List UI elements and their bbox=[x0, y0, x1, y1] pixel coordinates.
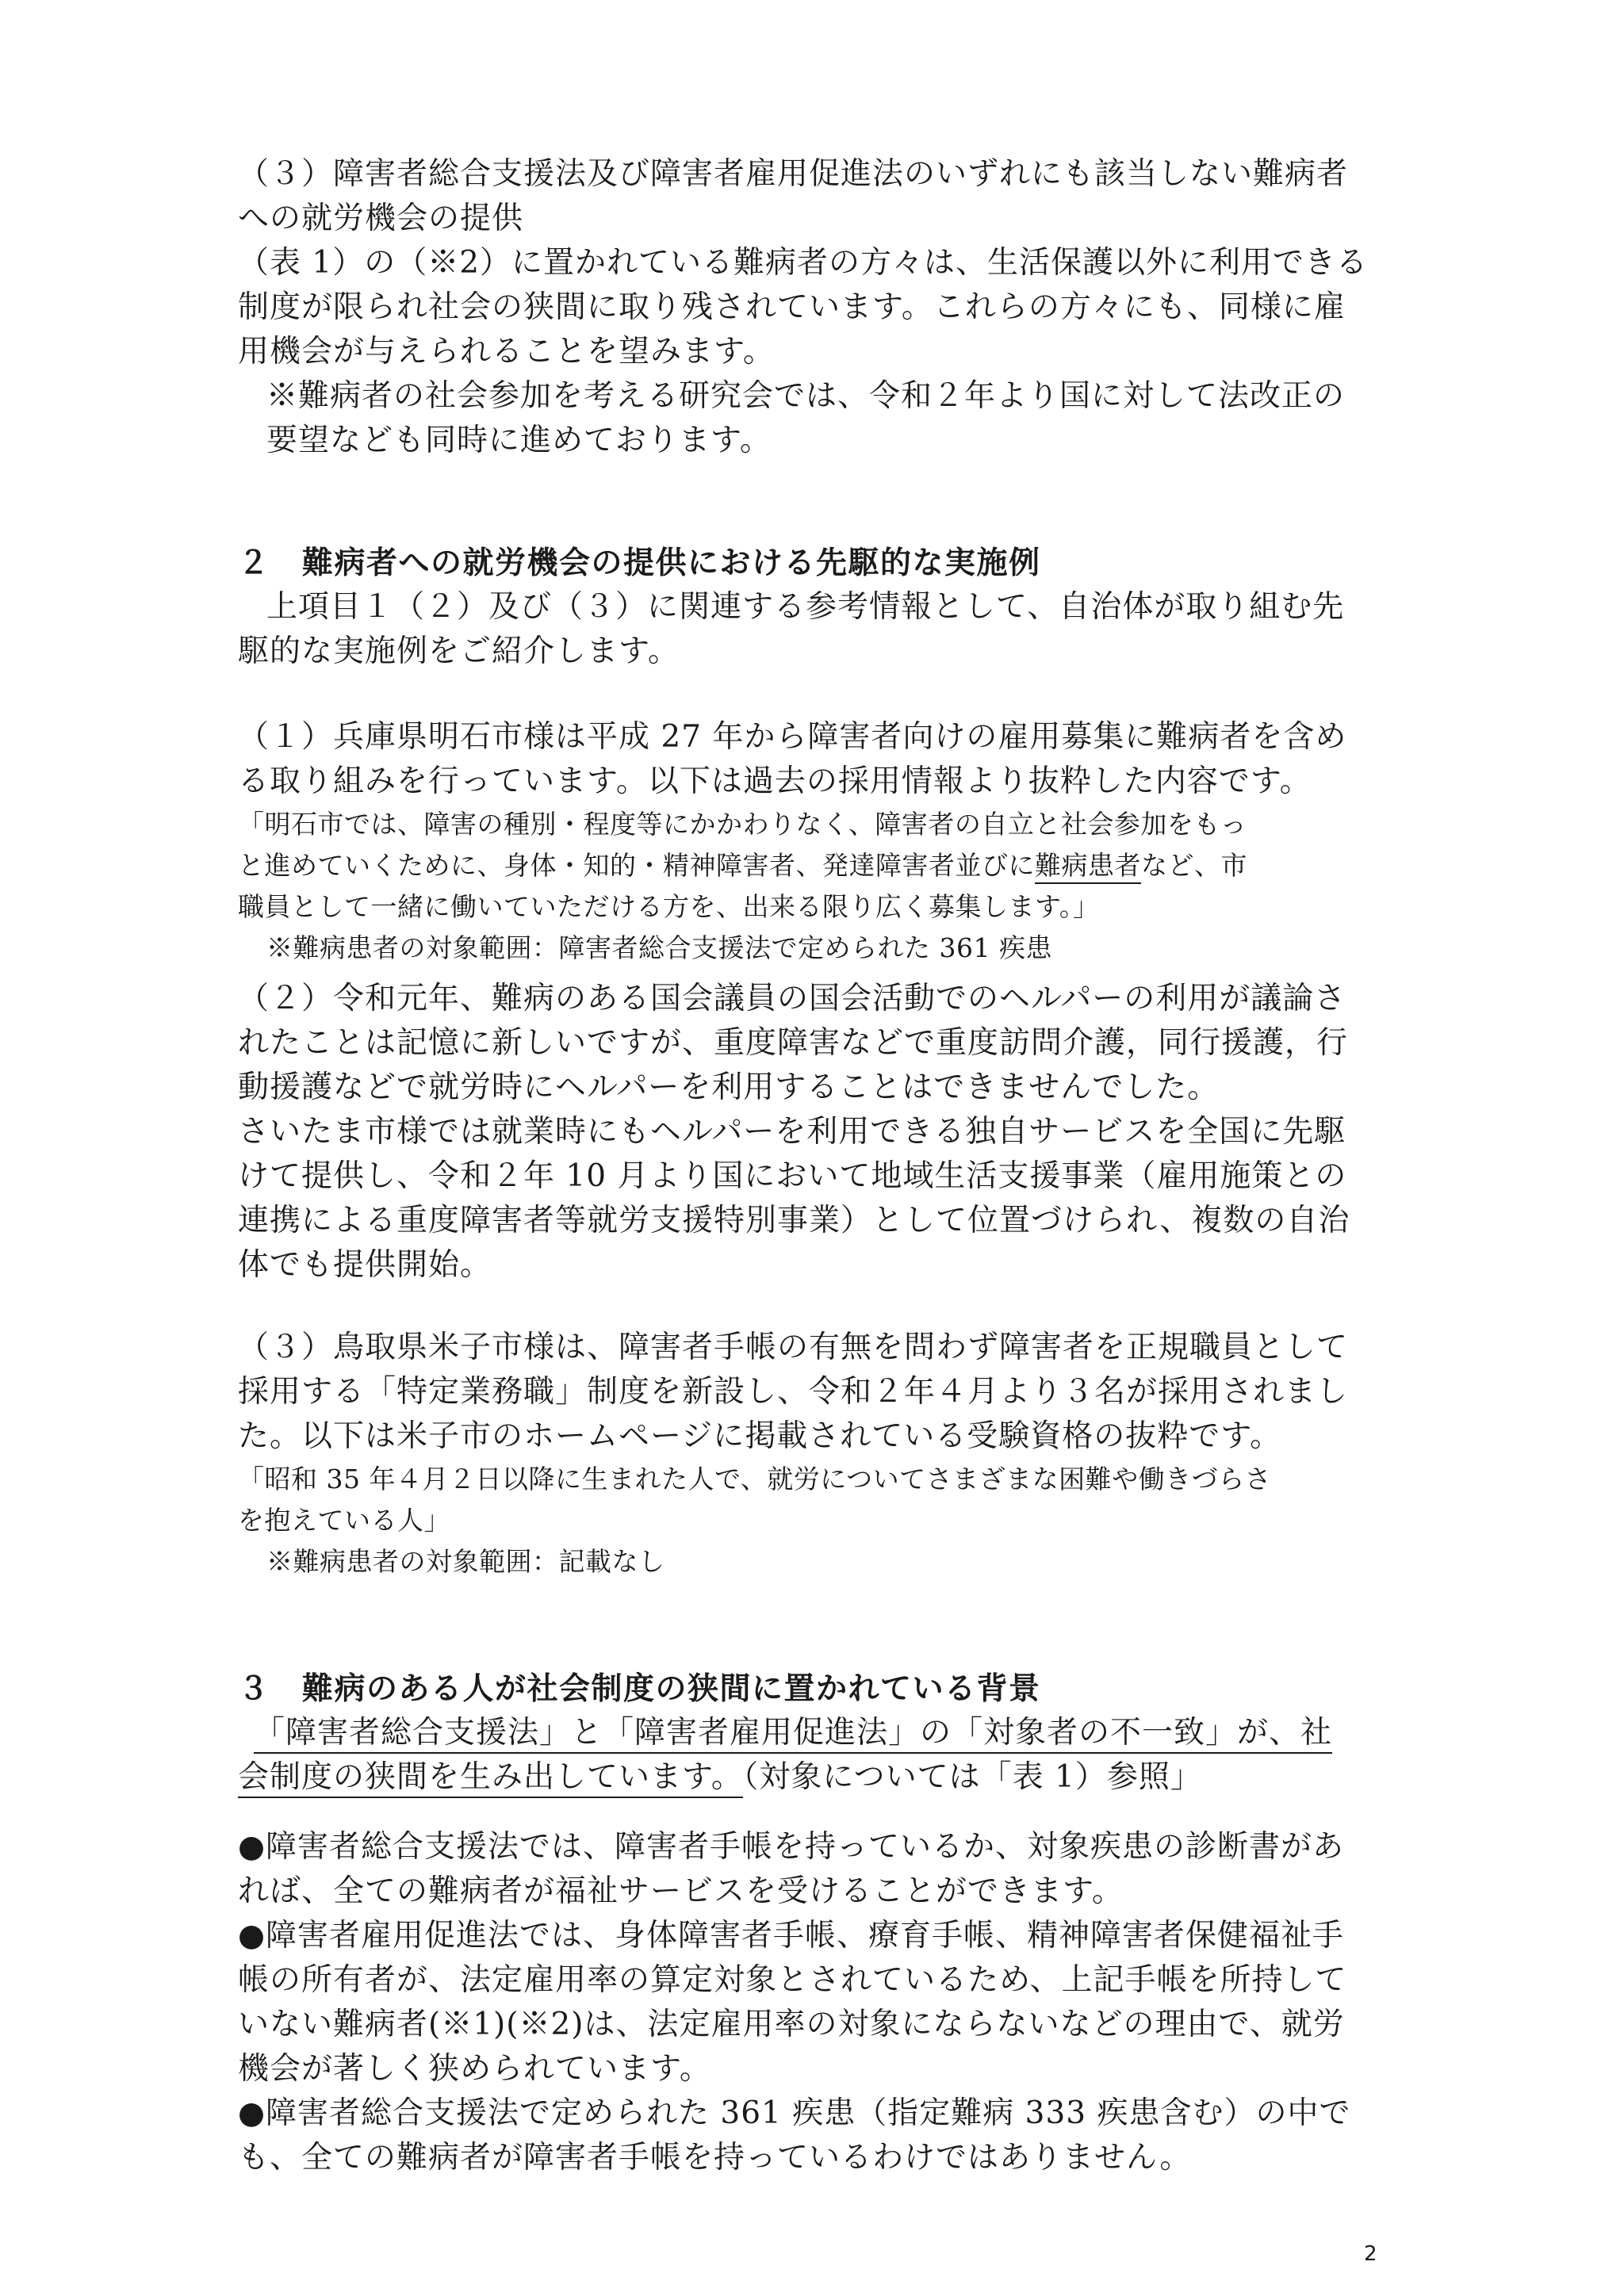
paragraph-line: 用機会が与えられることを望みます。 bbox=[238, 334, 775, 369]
lead-line bbox=[238, 1755, 1411, 1800]
bullet-line: ●障害者総合支援法で定められた 361 疾患（指定難病 333 疾患含む）の中で bbox=[238, 2095, 1351, 2131]
quote-line: 「昭和 35 年４月２日以降に生まれた人で、就労についてさまざまな困難や働きづらさ bbox=[238, 1464, 1272, 1494]
section-2 bbox=[238, 541, 1411, 674]
quote-text: と進めていくために、身体・知的・精神障害者、発達障害者並びに bbox=[238, 850, 1035, 881]
bullet-line: ●障害者雇用促進法では、身体障害者手帳、療育手帳、精神障害者保健福祉手 bbox=[238, 1918, 1345, 1954]
section-1-3-heading: （３）障害者総合支援法及び障害者雇用促進法のいずれにも該当しない難病者 bbox=[238, 156, 1349, 192]
paragraph-line: 体でも提供開始。 bbox=[238, 1247, 492, 1283]
paragraph-line: る取り組みを行っています。以下は過去の採用情報より抜粋した内容です。 bbox=[238, 763, 1312, 799]
paragraph-line: さいたま市様では就業時にもヘルパーを利用できる独自サービスを全国に先駆 bbox=[238, 1114, 1346, 1150]
lead-text: （対象については「表 1）参照」 bbox=[742, 1759, 1202, 1795]
paragraph-line: 連携による重度障害者等就労支援特別事業）として位置づけられ、複数の自治 bbox=[238, 1203, 1350, 1238]
underlined-text: 難病患者 bbox=[1035, 850, 1141, 884]
note-line: ※難病患者の対象範囲：記載なし bbox=[266, 1546, 665, 1577]
section-3 bbox=[238, 1667, 1411, 1800]
paragraph-line: （３）鳥取県米子市様は、障害者手帳の有無を問わず障害者を正規職員として bbox=[238, 1330, 1349, 1365]
paragraph-line: 上項目１（２）及び（３）に関連する参考情報として、自治体が取り組む先 bbox=[266, 589, 1345, 625]
bullet-line: れば、全ての難病者が福祉サービスを受けることができます。 bbox=[238, 1873, 1124, 1909]
section-1-3 bbox=[238, 152, 1411, 463]
section-3-title: ３ 難病のある人が社会制度の狭間に置かれている背景 bbox=[238, 1670, 1041, 1707]
quote-line: を抱えている人」 bbox=[238, 1505, 450, 1536]
paragraph-line: （１）兵庫県明石市様は平成 27 年から障害者向けの雇用募集に難病者を含め bbox=[238, 719, 1347, 755]
bullet-line: も、全ての難病者が障害者手帳を持っているわけではありません。 bbox=[238, 2140, 1192, 2175]
paragraph-line: 制度が限られ社会の狭間に取り残されています。これらの方々にも、同様に雇 bbox=[238, 289, 1346, 325]
paragraph-line: れたことは記憶に新しいですが、重度障害などで重度訪問介護，同行援護，行 bbox=[238, 1025, 1349, 1061]
bullet-line: 帳の所有者が、法定雇用率の算定対象とされているため、上記手帳を所持して bbox=[238, 1962, 1347, 1998]
paragraph-line: （２）令和元年、難病のある国会議員の国会活動でのヘルパーの利用が議論さ bbox=[238, 981, 1346, 1016]
lead-line bbox=[238, 1711, 1411, 1755]
note-line: ※難病患者の対象範囲：障害者総合支援法で定められた 361 疾患 bbox=[266, 932, 1052, 963]
section-3-bullets bbox=[238, 1825, 1411, 2180]
section-2-item-3 bbox=[238, 1326, 1411, 1582]
bullet-line: いない難病者(※1)(※2)は、法定雇用率の対象にならないなどの理由で、就労 bbox=[238, 2007, 1345, 2042]
bullet-line: ●障害者総合支援法では、障害者手帳を持っているか、対象疾患の診断書があ bbox=[238, 1829, 1345, 1865]
paragraph-line: た。以下は米子市のホームページに掲載されている受験資格の抜粋です。 bbox=[238, 1418, 1282, 1454]
underlined-text: 「障害者総合支援法」と「障害者雇用促進法」の「対象者の不一致」が、社 bbox=[254, 1715, 1332, 1754]
paragraph-line: （表 1）の（※2）に置かれている難病者の方々は、生活保護以外に利用できる bbox=[238, 245, 1369, 281]
section-2-item-1 bbox=[238, 715, 1411, 969]
paragraph-line: けて提供し、令和２年 10 月より国において地域生活支援事業（雇用施策との bbox=[238, 1158, 1347, 1194]
section-2-title: ２ 難病者への就労機会の提供における先駆的な実施例 bbox=[238, 545, 1041, 581]
quote-line bbox=[238, 845, 1411, 886]
section-1-3-heading-cont: への就労機会の提供 bbox=[238, 201, 524, 236]
note-line: 要望なども同時に進めております。 bbox=[266, 423, 772, 458]
quote-line: 「明石市では、障害の種別・程度等にかかわりなく、障害者の自立と社会参加をもっ bbox=[238, 809, 1247, 840]
quote-line: 職員として一緒に働いていただける方を、出来る限り広く募集します。」 bbox=[238, 891, 1100, 922]
quote-text: など、市 bbox=[1141, 850, 1247, 881]
underlined-text: 会制度の狭間を生み出しています。 bbox=[238, 1759, 743, 1798]
paragraph-line: 動援護などで就労時にヘルパーを利用することはできませんでした。 bbox=[238, 1070, 1220, 1105]
paragraph-line: 採用する「特定業務職」制度を新設し、令和２年４月より３名が採用されまし bbox=[238, 1374, 1349, 1410]
note-line: ※難病者の社会参加を考える研究会では、令和２年より国に対して法改正の bbox=[266, 378, 1346, 414]
bullet-line: 機会が著しく狭められています。 bbox=[238, 2051, 711, 2087]
paragraph-line: 駆的な実施例をご紹介します。 bbox=[238, 633, 680, 669]
section-2-item-2 bbox=[238, 977, 1411, 1288]
page-number: 2 bbox=[1364, 2242, 1377, 2266]
